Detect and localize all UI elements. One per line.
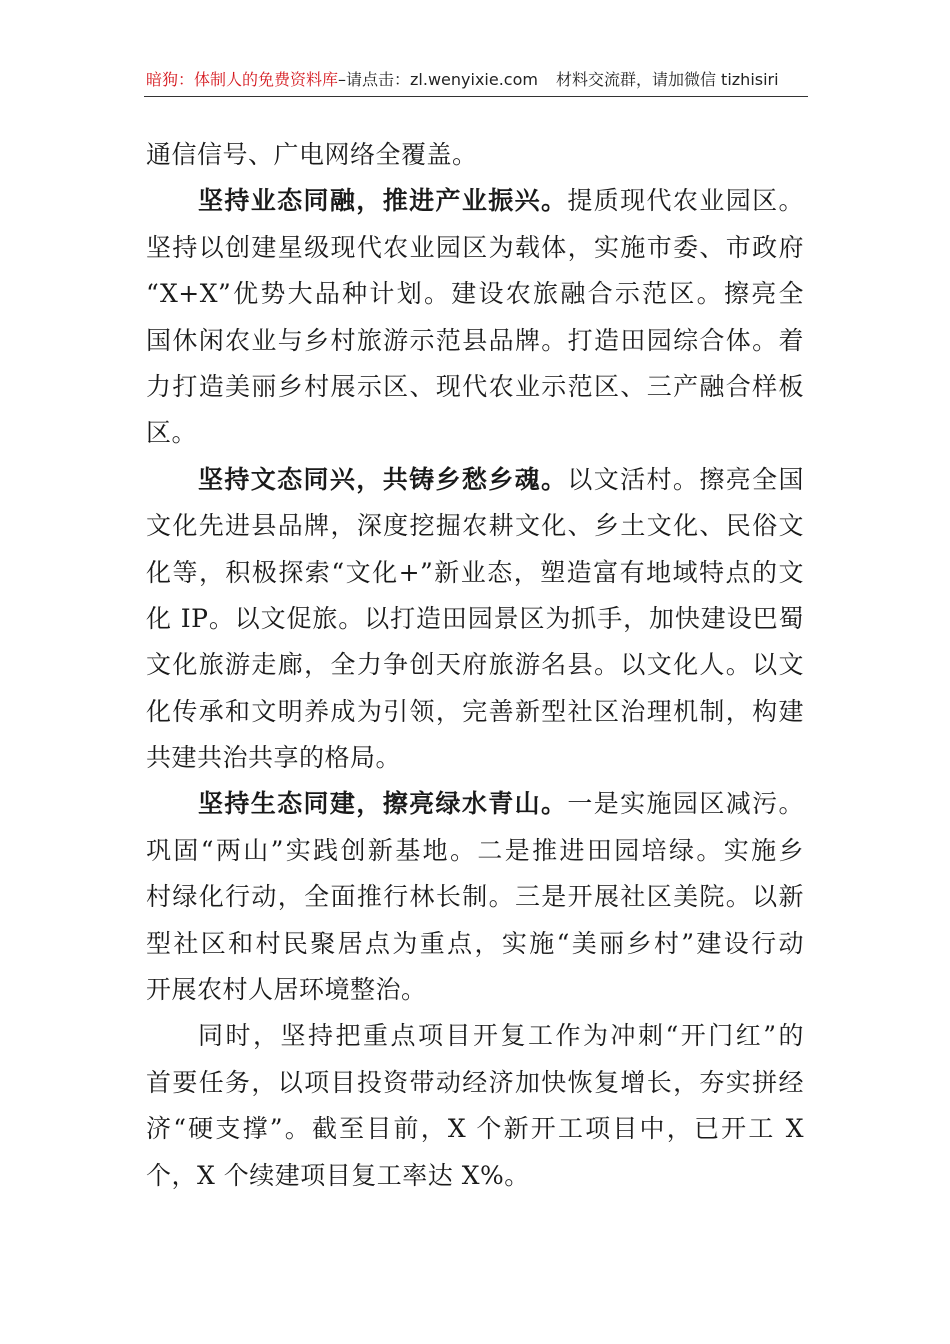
line-text: 济“硬支撑”。截至目前，X 个新开工项目中，已开工 X [146,1114,804,1144]
paragraph-heading: 坚持业态同融，推进产业振兴。 [198,186,568,216]
text-line [146,874,804,920]
line-text: 坚持以创建星级现代农业园区为载体，实施市委、市政府 [146,232,804,262]
text-line [146,318,804,364]
line-text: 型社区和村民聚居点为重点，实施“美丽乡村”建设行动 [146,928,804,958]
paragraph-heading: 坚持文态同兴，共铸乡愁乡魂。 [198,464,568,494]
line-text: 同时，坚持把重点项目开复工作为冲刺“开门红”的 [198,1021,804,1051]
text-line [146,1060,804,1106]
line-text: 巩固“两山”实践创新基地。二是推进田园培绿。实施乡 [146,835,804,865]
text-line [146,132,804,178]
line-text: 个，X 个续建项目复工率达 X%。 [146,1160,530,1190]
text-line [146,550,804,596]
text-line [146,921,804,967]
line-text: 开展农村人居环境整治。 [146,975,427,1005]
line-text: 首要任务，以项目投资带动经济加快恢复增长，夯实拼经 [146,1067,804,1097]
line-text: “X+X”优势大品种计划。建设农旅融合示范区。擦亮全 [146,279,804,309]
line-text: 共建共治共享的格局。 [146,743,402,773]
line-text: 提质现代农业园区。 [567,186,804,216]
text-line [146,781,804,827]
page-header [146,66,806,94]
header-divider [144,96,808,97]
line-text: 国休闲农业与乡村旅游示范县品牌。打造田园综合体。着 [146,325,804,355]
text-line [146,503,804,549]
text-line [146,967,804,1013]
line-text: 通信信号、广电网络全覆盖。 [146,140,478,169]
line-text: 文化旅游走廊，全力争创天府旅游名县。以文化人。以文 [146,650,804,680]
text-line [146,178,804,224]
text-line [146,410,804,456]
line-text: 力打造美丽乡村展示区、现代农业示范区、三产融合样板 [146,371,804,401]
text-line [146,1153,804,1199]
header-link-prompt: –请点击： [338,70,411,89]
text-line [146,1106,804,1152]
text-line [146,828,804,874]
text-line [146,225,804,271]
document-body [146,132,804,1199]
line-text: 化 IP。以文促旅。以打造田园景区为抓手，加快建设巴蜀 [146,603,804,633]
line-text: 文化先进县品牌，深度挖掘农耕文化、乡土文化、民俗文 [146,511,804,541]
paragraph-heading: 坚持生态同建，擦亮绿水青山。 [198,789,568,819]
header-brand: 暗狗：体制人的免费资料库 [146,70,339,89]
text-line [146,1013,804,1059]
text-line [146,457,804,503]
header-url-link[interactable]: zl.wenyixie.com [410,70,538,89]
text-line [146,689,804,735]
text-line [146,642,804,688]
text-line [146,271,804,317]
line-text: 以文活村。擦亮全国 [567,464,804,494]
text-line [146,596,804,642]
line-text: 化等，积极探索“文化+”新业态，塑造富有地域特点的文 [146,557,804,587]
text-line [146,364,804,410]
header-group-note: 材料交流群，请加微信 tizhisiri [555,70,779,89]
line-text: 区。 [146,418,198,448]
text-line [146,735,804,781]
line-text: 一是实施园区减污。 [567,789,804,819]
line-text: 化传承和文明养成为引领，完善新型社区治理机制，构建 [146,696,804,726]
line-text: 村绿化行动，全面推行林长制。三是开展社区美院。以新 [146,882,804,912]
